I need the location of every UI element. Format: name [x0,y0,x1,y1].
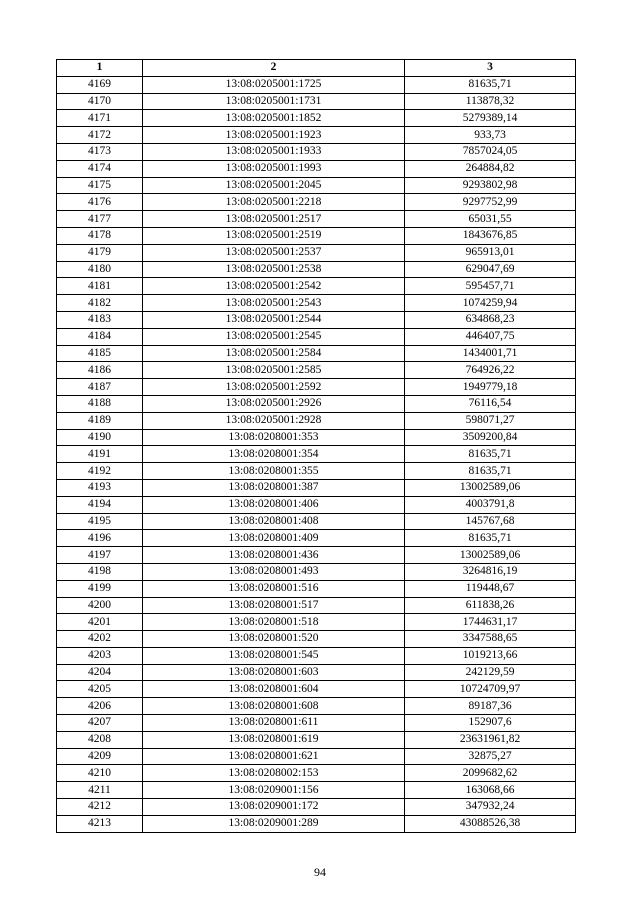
value-cell: 163068,66 [405,782,576,799]
row-number-cell: 4178 [57,227,143,244]
column-header-2: 2 [143,60,405,77]
cadastral-number-cell: 13:08:0209001:289 [143,815,405,832]
cadastral-number-cell: 13:08:0208001:518 [143,614,405,631]
table-row [57,681,576,698]
row-number-cell: 4172 [57,127,143,144]
row-number-cell: 4185 [57,345,143,362]
row-number-cell: 4192 [57,463,143,480]
table-row [57,311,576,328]
table-row [57,547,576,564]
value-cell: 9293802,98 [405,177,576,194]
value-cell: 1074259,94 [405,295,576,312]
value-cell: 7857024,05 [405,143,576,160]
table-header-row [57,60,576,77]
table-row [57,647,576,664]
table-row [57,143,576,160]
value-cell: 1949779,18 [405,379,576,396]
cadastral-number-cell: 13:08:0208001:611 [143,715,405,732]
value-cell: 152907,6 [405,715,576,732]
value-cell: 3347588,65 [405,631,576,648]
page-number: 94 [314,865,326,879]
value-cell: 965913,01 [405,244,576,261]
cadastral-number-cell: 13:08:0208001:353 [143,429,405,446]
row-number-cell: 4213 [57,815,143,832]
table-row [57,563,576,580]
value-cell: 933,73 [405,127,576,144]
value-cell: 446407,75 [405,328,576,345]
cadastral-number-cell: 13:08:0208001:604 [143,681,405,698]
cadastral-number-cell: 13:08:0205001:2218 [143,194,405,211]
row-number-cell: 4175 [57,177,143,194]
table-row [57,429,576,446]
cadastral-number-cell: 13:08:0205001:2543 [143,295,405,312]
table-row [57,530,576,547]
table-row [57,412,576,429]
row-number-cell: 4211 [57,782,143,799]
row-number-cell: 4195 [57,513,143,530]
row-number-cell: 4177 [57,211,143,228]
value-cell: 1843676,85 [405,227,576,244]
table-row [57,345,576,362]
value-cell: 81635,71 [405,530,576,547]
table-row [57,748,576,765]
row-number-cell: 4171 [57,110,143,127]
cadastral-number-cell: 13:08:0205001:2926 [143,395,405,412]
table-row [57,244,576,261]
value-cell: 81635,71 [405,463,576,480]
cadastral-number-cell: 13:08:0205001:1852 [143,110,405,127]
table-row [57,446,576,463]
row-number-cell: 4190 [57,429,143,446]
cadastral-number-cell: 13:08:0208002:153 [143,765,405,782]
cadastral-number-cell: 13:08:0208001:387 [143,479,405,496]
value-cell: 43088526,38 [405,815,576,832]
table-row [57,614,576,631]
cadastral-number-cell: 13:08:0205001:1993 [143,160,405,177]
table-row [57,765,576,782]
value-cell: 242129,59 [405,664,576,681]
cadastral-number-cell: 13:08:0205001:2537 [143,244,405,261]
table-row [57,177,576,194]
row-number-cell: 4176 [57,194,143,211]
table-row [57,211,576,228]
table-row [57,799,576,816]
row-number-cell: 4179 [57,244,143,261]
row-number-cell: 4186 [57,362,143,379]
row-number-cell: 4210 [57,765,143,782]
value-cell: 13002589,06 [405,547,576,564]
row-number-cell: 4173 [57,143,143,160]
row-number-cell: 4212 [57,799,143,816]
cadastral-number-cell: 13:08:0205001:2519 [143,227,405,244]
table-row [57,160,576,177]
table-row [57,278,576,295]
table-row [57,295,576,312]
table-row [57,227,576,244]
row-number-cell: 4188 [57,395,143,412]
row-number-cell: 4187 [57,379,143,396]
row-number-cell: 4170 [57,93,143,110]
cadastral-number-cell: 13:08:0205001:2585 [143,362,405,379]
row-number-cell: 4204 [57,664,143,681]
value-cell: 5279389,14 [405,110,576,127]
row-number-cell: 4206 [57,698,143,715]
table-row [57,664,576,681]
row-number-cell: 4182 [57,295,143,312]
value-cell: 598071,27 [405,412,576,429]
cadastral-number-cell: 13:08:0209001:156 [143,782,405,799]
value-cell: 13002589,06 [405,479,576,496]
value-cell: 23631961,82 [405,731,576,748]
table-row [57,379,576,396]
cadastral-number-cell: 13:08:0208001:619 [143,731,405,748]
table-row [57,597,576,614]
row-number-cell: 4194 [57,496,143,513]
row-number-cell: 4202 [57,631,143,648]
value-cell: 611838,26 [405,597,576,614]
value-cell: 1434001,71 [405,345,576,362]
row-number-cell: 4199 [57,580,143,597]
table-row [57,463,576,480]
row-number-cell: 4174 [57,160,143,177]
value-cell: 595457,71 [405,278,576,295]
table-row [57,194,576,211]
column-header-3: 3 [405,60,576,77]
value-cell: 1744631,17 [405,614,576,631]
row-number-cell: 4209 [57,748,143,765]
cadastral-number-cell: 13:08:0208001:408 [143,513,405,530]
table-row [57,395,576,412]
cadastral-number-cell: 13:08:0208001:545 [143,647,405,664]
table-row [57,782,576,799]
table-row [57,479,576,496]
cadastral-number-cell: 13:08:0208001:621 [143,748,405,765]
row-number-cell: 4198 [57,563,143,580]
cadastral-number-cell: 13:08:0208001:608 [143,698,405,715]
row-number-cell: 4181 [57,278,143,295]
value-cell: 764926,22 [405,362,576,379]
table-row [57,127,576,144]
value-cell: 81635,71 [405,446,576,463]
cadastral-number-cell: 13:08:0205001:2045 [143,177,405,194]
row-number-cell: 4207 [57,715,143,732]
table-row [57,496,576,513]
cadastral-number-cell: 13:08:0205001:1725 [143,76,405,93]
value-cell: 3509200,84 [405,429,576,446]
table-row [57,328,576,345]
cadastral-number-cell: 13:08:0208001:409 [143,530,405,547]
table-row [57,580,576,597]
value-cell: 629047,69 [405,261,576,278]
table-body [57,76,576,832]
value-cell: 32875,27 [405,748,576,765]
cadastral-number-cell: 13:08:0205001:2538 [143,261,405,278]
row-number-cell: 4183 [57,311,143,328]
value-cell: 3264816,19 [405,563,576,580]
cadastral-number-cell: 13:08:0205001:2928 [143,412,405,429]
cadastral-number-cell: 13:08:0205001:2584 [143,345,405,362]
cadastral-number-cell: 13:08:0208001:517 [143,597,405,614]
cadastral-number-cell: 13:08:0208001:355 [143,463,405,480]
value-cell: 119448,67 [405,580,576,597]
value-cell: 145767,68 [405,513,576,530]
row-number-cell: 4208 [57,731,143,748]
value-cell: 10724709,97 [405,681,576,698]
row-number-cell: 4201 [57,614,143,631]
value-cell: 4003791,8 [405,496,576,513]
value-cell: 113878,32 [405,93,576,110]
table-row [57,715,576,732]
value-cell: 2099682,62 [405,765,576,782]
row-number-cell: 4203 [57,647,143,664]
table-row [57,513,576,530]
cadastral-number-cell: 13:08:0208001:520 [143,631,405,648]
row-number-cell: 4189 [57,412,143,429]
table-row [57,362,576,379]
cadastral-number-cell: 13:08:0205001:1923 [143,127,405,144]
data-table [56,59,576,833]
row-number-cell: 4193 [57,479,143,496]
row-number-cell: 4205 [57,681,143,698]
cadastral-number-cell: 13:08:0208001:516 [143,580,405,597]
value-cell: 1019213,66 [405,647,576,664]
value-cell: 634868,23 [405,311,576,328]
cadastral-number-cell: 13:08:0205001:2544 [143,311,405,328]
cadastral-number-cell: 13:08:0205001:1731 [143,93,405,110]
cadastral-number-cell: 13:08:0209001:172 [143,799,405,816]
row-number-cell: 4197 [57,547,143,564]
row-number-cell: 4169 [57,76,143,93]
value-cell: 9297752,99 [405,194,576,211]
cadastral-number-cell: 13:08:0208001:406 [143,496,405,513]
value-cell: 81635,71 [405,76,576,93]
row-number-cell: 4196 [57,530,143,547]
column-header-1: 1 [57,60,143,77]
value-cell: 89187,36 [405,698,576,715]
cadastral-number-cell: 13:08:0205001:2545 [143,328,405,345]
cadastral-number-cell: 13:08:0208001:493 [143,563,405,580]
row-number-cell: 4200 [57,597,143,614]
row-number-cell: 4191 [57,446,143,463]
table-row [57,815,576,832]
value-cell: 76116,54 [405,395,576,412]
cadastral-number-cell: 13:08:0208001:436 [143,547,405,564]
cadastral-number-cell: 13:08:0205001:2517 [143,211,405,228]
table-row [57,698,576,715]
cadastral-number-cell: 13:08:0205001:2542 [143,278,405,295]
cadastral-number-cell: 13:08:0208001:354 [143,446,405,463]
table-row [57,261,576,278]
cadastral-number-cell: 13:08:0208001:603 [143,664,405,681]
cadastral-number-cell: 13:08:0205001:2592 [143,379,405,396]
table-row [57,731,576,748]
value-cell: 65031,55 [405,211,576,228]
cadastral-number-cell: 13:08:0205001:1933 [143,143,405,160]
table-row [57,631,576,648]
table-row [57,110,576,127]
value-cell: 347932,24 [405,799,576,816]
row-number-cell: 4184 [57,328,143,345]
row-number-cell: 4180 [57,261,143,278]
table-row [57,76,576,93]
value-cell: 264884,82 [405,160,576,177]
table-row [57,93,576,110]
